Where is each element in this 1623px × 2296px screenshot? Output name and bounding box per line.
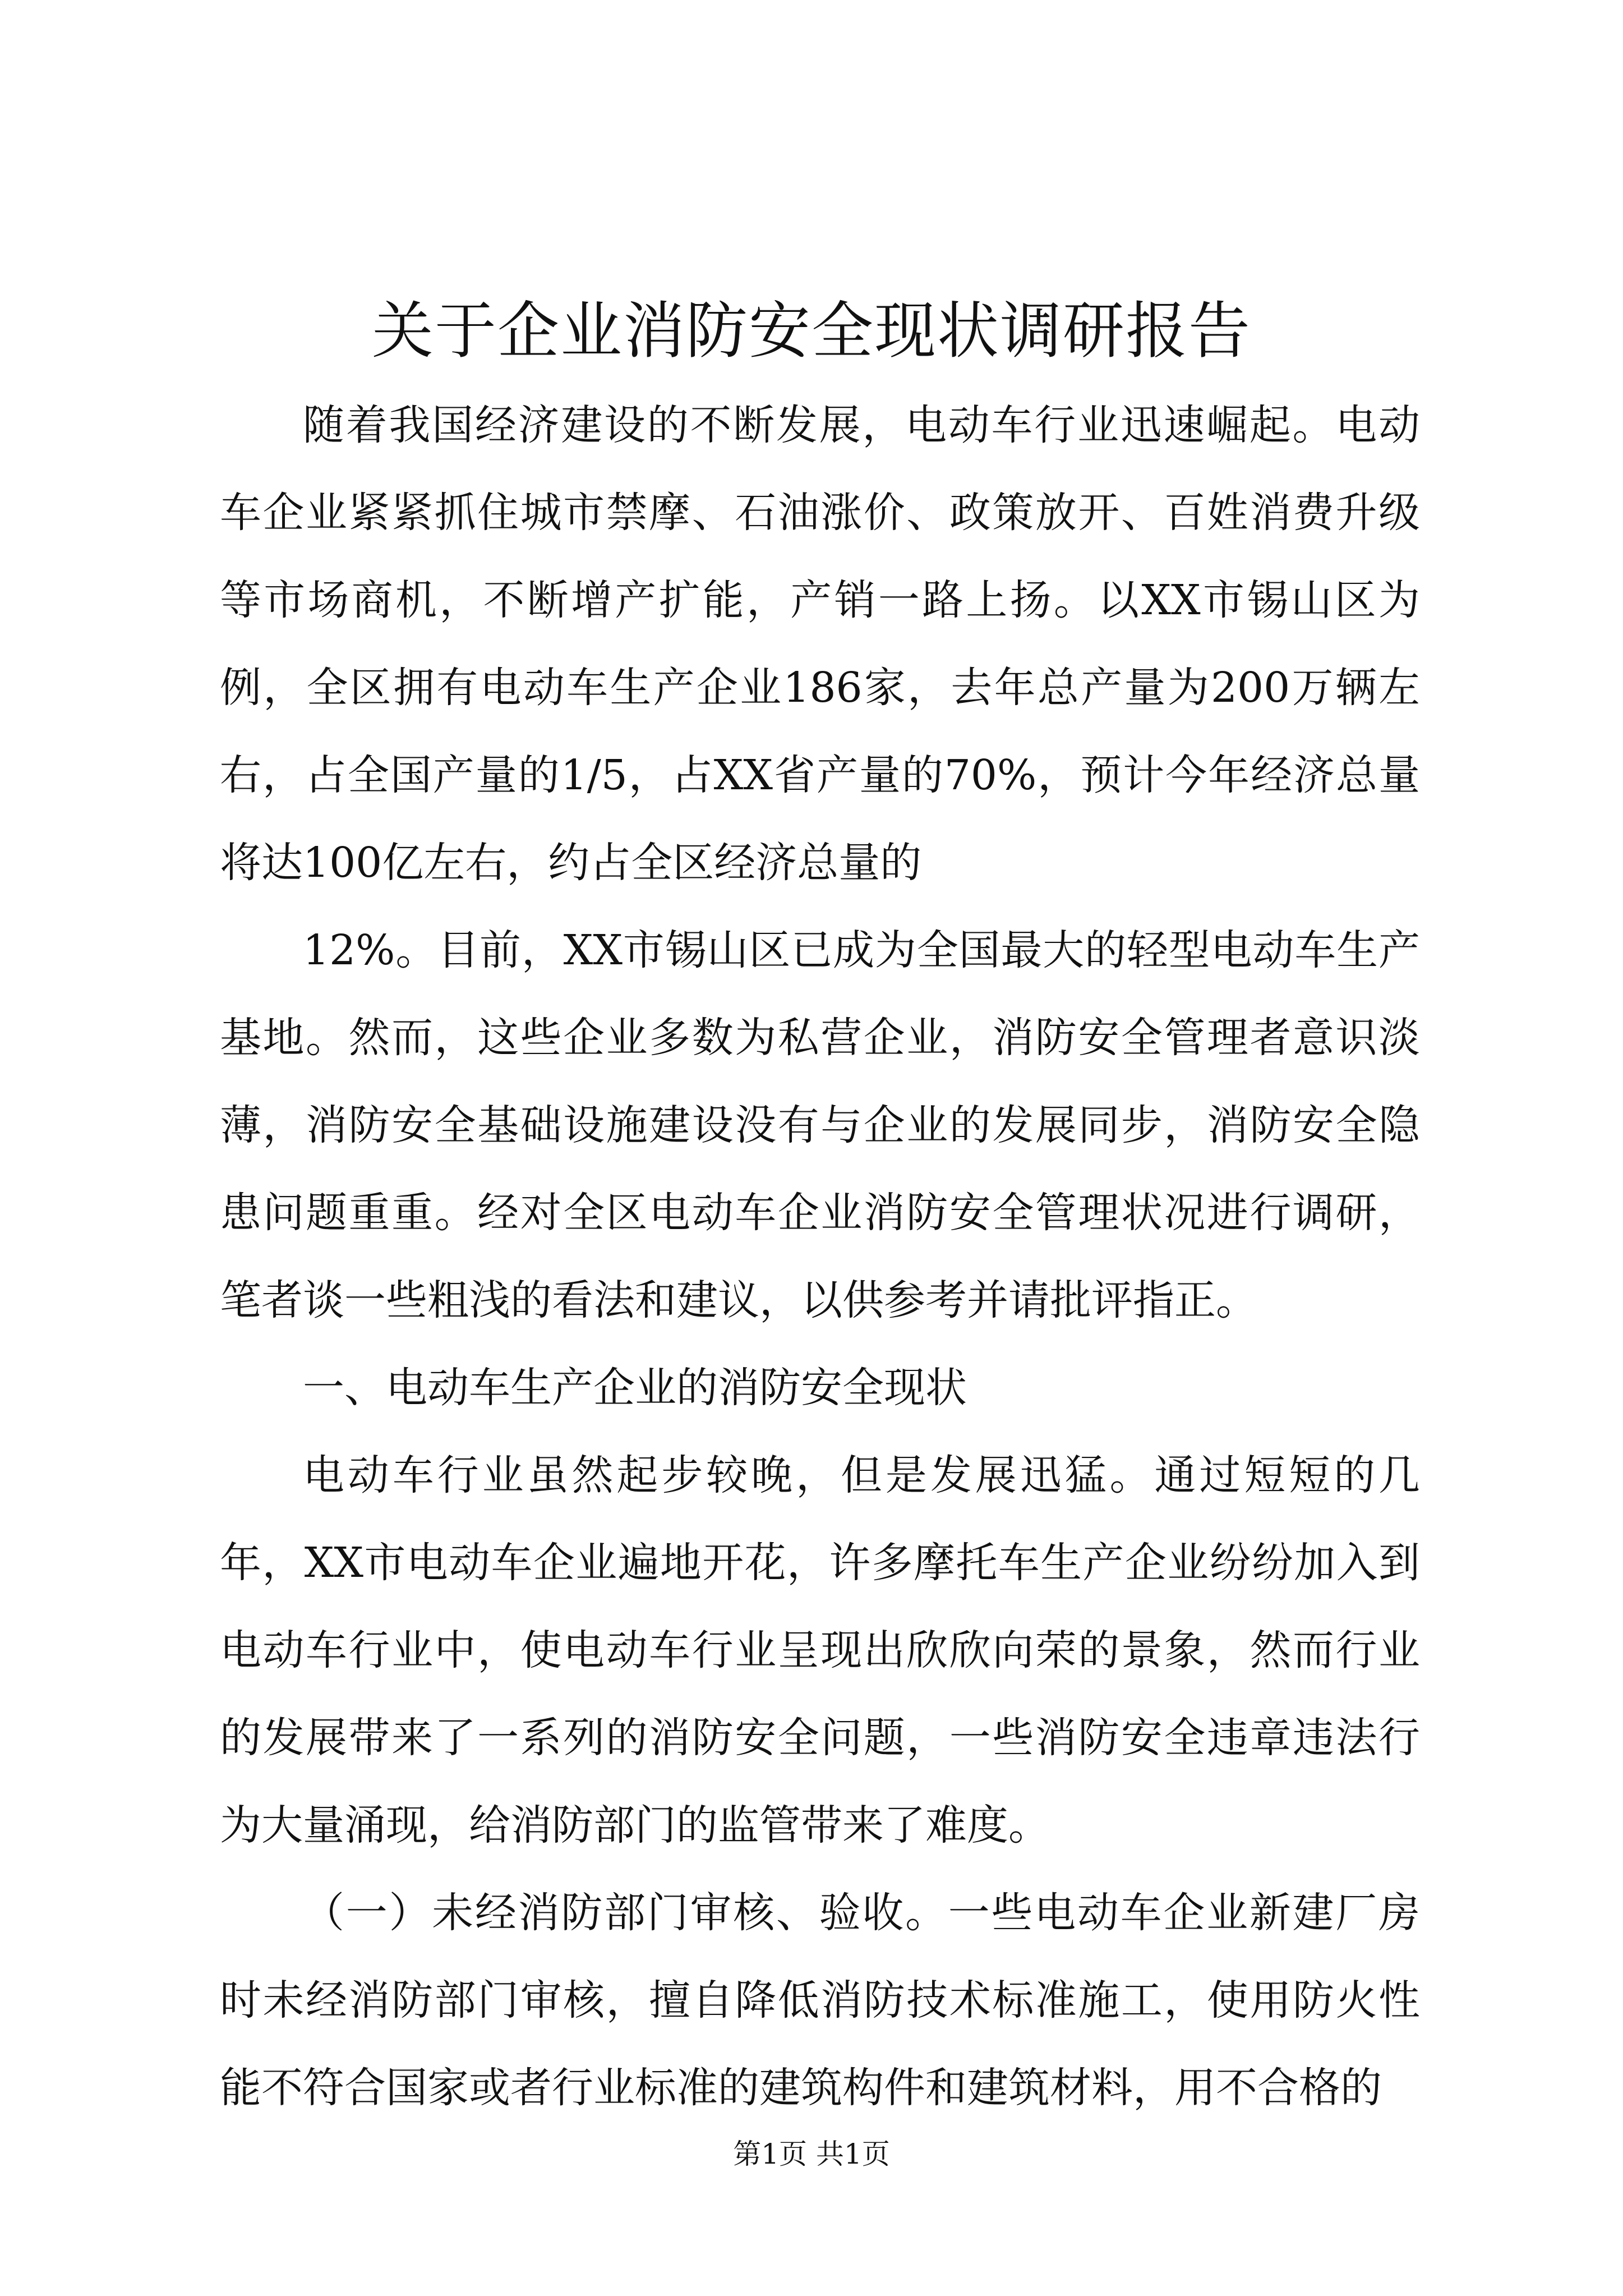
document-body	[220, 381, 1420, 2132]
paragraph-subsection-1: （一）未经消防部门审核、验收。一些电动车企业新建厂房时未经消防部门审核，擅自降低消防技术标准施工，使用防火性能不符合国家或者行业标准的建筑构件和建筑材料，用不合格的	[220, 1889, 1420, 2112]
paragraph-intro: 随着我国经济建设的不断发展，电动车行业迅速崛起。电动车企业紧紧抓住城市禁摩、石油涨价、政策放开、百姓消费升级等市场商机，不断增产扩能，产销一路上扬。以XX市锡山区为例，全区拥有电动车生产企业186家，去年总产量为200万辆左右，占全国产量的1/5，占XX省产量的70%，预计今年经济总量将达100亿左右，约占全区经济总量的	[220, 401, 1420, 887]
page-footer: 第1页 共1页	[733, 2138, 890, 2170]
paragraph-section-1: 电动车行业虽然起步较晚，但是发展迅猛。通过短短的几年，XX市电动车企业遍地开花，许多摩托车生产企业纷纷加入到电动车行业中，使电动车行业呈现出欣欣向荣的景象，然而行业的发展带来了一系列的消防安全问题，一些消防安全违章违法行为大量涌现，给消防部门的监管带来了难度。	[220, 1451, 1420, 1849]
paragraph-background: 12%。目前，XX市锡山区已成为全国最大的轻型电动车生产基地。然而，这些企业多数为私营企业，消防安全管理者意识淡薄，消防安全基础设施建设没有与企业的发展同步，消防安全隐患问题重重。经对全区电动车企业消防安全管理状况进行调研，笔者谈一些粗浅的看法和建议，以供参考并请批评指正。	[220, 926, 1420, 1324]
document-title: 关于企业消防安全现状调研报告	[372, 295, 1251, 367]
section-heading-1: 一、电动车生产企业的消防安全现状	[303, 1364, 967, 1412]
